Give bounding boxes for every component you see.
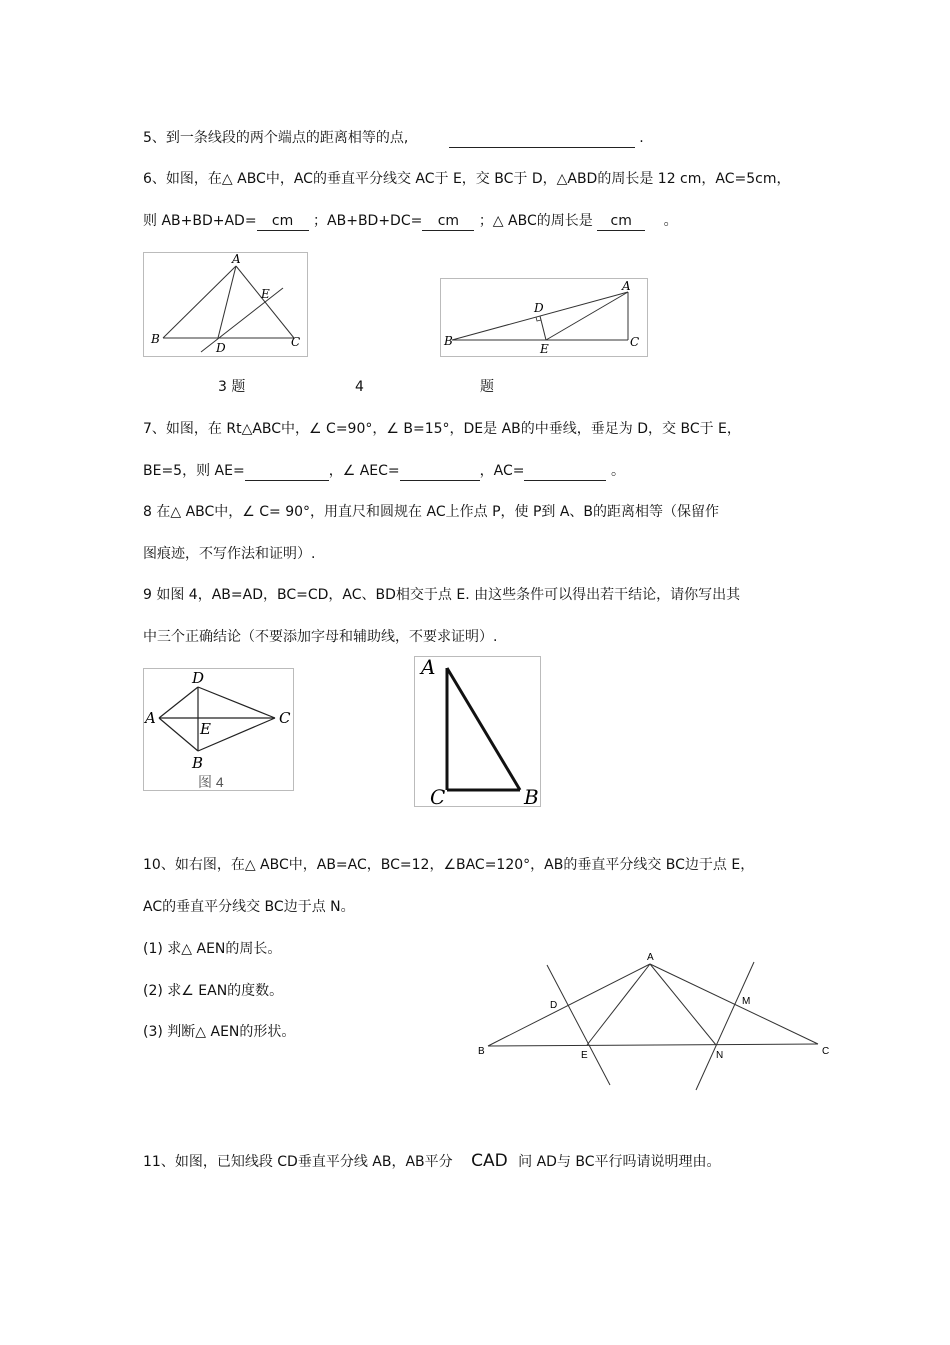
question-6-line-1: 6、如图，在△ ABC中，AC的垂直平分线交 AC于 E，交 BC于 D，△ABD的周长是 12 cm，AC=5cm， (143, 171, 791, 187)
question-10-item-3: (3) 判断△ AEN的形状。 (143, 1024, 296, 1040)
unit-cm: cm (271, 213, 294, 229)
caption-4-label: 题 (480, 379, 494, 395)
side-ac (650, 964, 818, 1044)
label-b: B (444, 334, 453, 348)
figure-caption: 图 4 (198, 774, 224, 790)
question-5 (143, 129, 644, 148)
label-a: A (622, 279, 631, 293)
question-11-cad: CAD (471, 1151, 508, 1171)
answer-blank-aec (400, 462, 480, 481)
label-b: B (192, 754, 204, 772)
question-8-line-1: 8 在△ ABC中，∠ C= 90°，用直尺和圆规在 AC上作点 P，使 P到 A、B的距离相等（保留作 (143, 504, 720, 520)
question-11-part-a: 11、如图，已知线段 CD垂直平分线 AB，AB平分 (143, 1154, 453, 1170)
segment-ae (546, 292, 628, 340)
label-d: D (216, 341, 226, 355)
answer-blank-3 (597, 212, 645, 231)
side-ab (163, 266, 236, 338)
side-bc (488, 1044, 818, 1046)
question-9-line-1: 9 如图 4，AB=AD，BC=CD，AC、BD相交于点 E. 由这些条件可以得出若干结论，请你写出其 (143, 587, 741, 603)
question-10-line-2: AC的垂直平分线交 BC边于点 N。 (143, 899, 355, 915)
question-5-end: . (639, 130, 644, 146)
unit-cm: cm (610, 213, 632, 229)
label-d: D (534, 301, 544, 315)
answer-blank (449, 129, 635, 148)
question-7-line-2 (143, 462, 625, 481)
label-e: E (581, 1050, 588, 1061)
question-7-part-b: ，∠ AEC= (328, 463, 400, 479)
side-ab (159, 718, 198, 751)
label-m: M (742, 996, 751, 1007)
label-c: C (630, 335, 640, 349)
label-c: C (291, 335, 301, 349)
answer-blank-2 (422, 212, 474, 231)
label-c: C (279, 709, 291, 727)
label-e: E (540, 342, 549, 356)
perpendicular-bisector (201, 288, 283, 352)
question-11 (143, 1152, 721, 1171)
segment-ae (587, 964, 650, 1045)
segment-an (650, 964, 716, 1045)
figure-3 (143, 252, 311, 358)
question-7-line-1: 7、如图，在 Rt△ABC中，∠ C=90°，∠ B=15°，DE是 AB的中垂线，垂足为 D，交 BC于 E， (143, 421, 741, 437)
label-c: C (822, 1046, 830, 1057)
caption-4-number: 4 (355, 379, 364, 395)
figure-10 (470, 950, 840, 1095)
segment-de (540, 316, 546, 340)
label-e: E (261, 287, 270, 301)
question-10-item-2: (2) 求∠ EAN的度数。 (143, 983, 284, 999)
figure-right-triangle (414, 656, 542, 808)
question-10-item-1: (1) 求△ AEN的周长。 (143, 941, 282, 957)
question-6-part-b: ；AB+BD+DC= (313, 213, 423, 229)
answer-blank-ae (245, 462, 329, 481)
question-11-part-b: 问 AD与 BC平行吗请说明理由。 (518, 1154, 721, 1170)
label-a: A (647, 952, 654, 963)
unit-cm: cm (437, 213, 460, 229)
label-a: A (421, 656, 436, 679)
label-a: A (145, 709, 156, 727)
question-7-part-a: BE=5，则 AE= (143, 463, 245, 479)
label-n: N (716, 1050, 724, 1061)
question-6-part-a: 则 AB+BD+AD= (143, 213, 257, 229)
question-9-line-2: 中三个正确结论（不要添加字母和辅助线，不要求证明）. (143, 629, 498, 645)
side-ba (488, 964, 650, 1046)
label-a: A (232, 252, 241, 266)
side-ab (447, 668, 520, 790)
question-7-part-d: 。 (610, 463, 625, 479)
label-b: B (151, 332, 160, 346)
question-5-text: 5、到一条线段的两个端点的距离相等的点, (143, 130, 409, 146)
bisector-ac (696, 962, 754, 1090)
question-8-line-2: 图痕迹，不写作法和证明）. (143, 546, 316, 562)
figure-kite (143, 668, 295, 792)
question-6-line-2 (143, 212, 678, 231)
side-ad (159, 687, 198, 718)
question-6-part-d: 。 (663, 213, 678, 229)
answer-blank-1 (257, 212, 309, 231)
label-e: E (200, 720, 211, 738)
answer-blank-ac (524, 462, 606, 481)
label-b: B (524, 785, 539, 808)
figure-4 (440, 278, 650, 358)
label-c: C (430, 785, 446, 808)
label-d: D (550, 1000, 558, 1011)
bisector-ab (547, 965, 610, 1085)
question-6-part-c: ；△ ABC的周长是 (478, 213, 593, 229)
question-10-line-1: 10、如右图，在△ ABC中，AB=AC，BC=12，∠BAC=120°，AB的垂直平分线交 BC边于点 E， (143, 857, 755, 873)
question-7-part-c: ，AC= (479, 463, 525, 479)
caption-3: 3 题 (218, 379, 246, 395)
side-dc (198, 687, 275, 718)
label-d: D (192, 669, 205, 687)
label-b: B (478, 1046, 485, 1057)
